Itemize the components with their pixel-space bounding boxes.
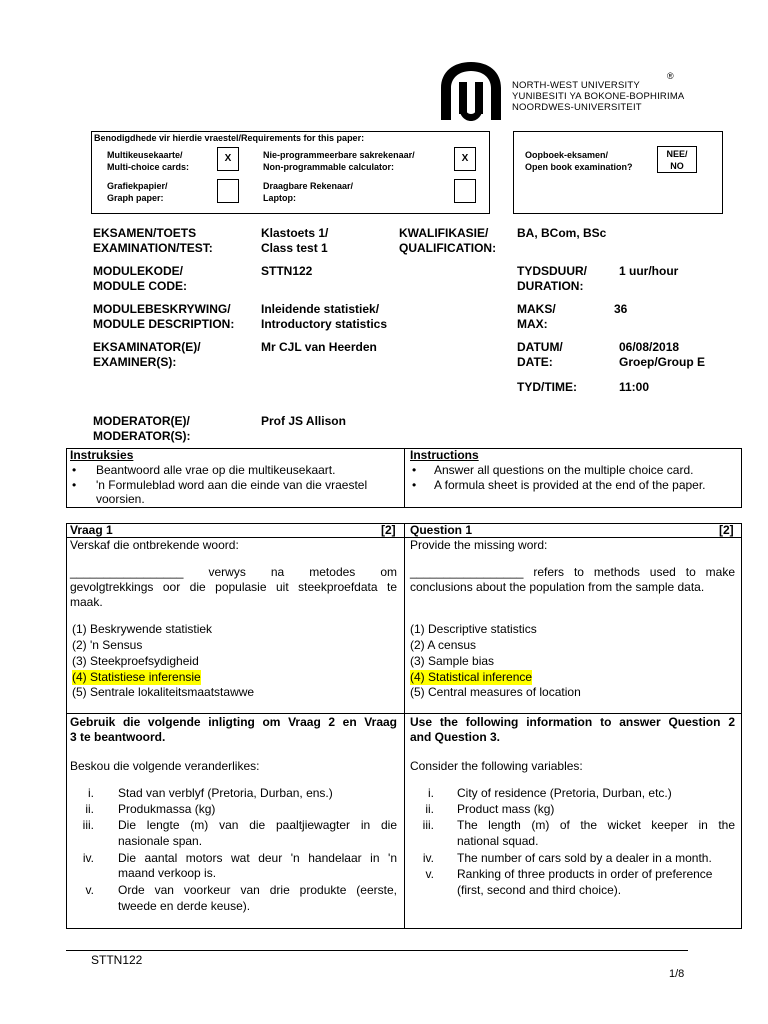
instructions-divider [404,448,405,508]
university-name-tn: YUNIBESITI YA BOKONE-BOPHIRIMA [512,91,685,102]
duration-label [517,264,587,293]
time-label: TYD/TIME: [517,380,577,394]
q23-af-item-5-line2: tweede en derde keuse). [118,899,251,913]
q1-af-option-4: (4) Statistiese inferensie [72,670,201,684]
q23-af-numeral-3: iii. [82,818,94,832]
laptop-en: Laptop: [263,193,296,203]
q1-en-statement-line2: conclusions about the population from the sample data. [410,580,705,594]
laptop-label [263,180,353,204]
date-value-group: Groep/Group E [619,354,706,369]
exam-type-value-af: Klastoets 1/ [261,226,329,240]
graph-paper-label [107,180,168,204]
mc-cards-checkbox: X [217,147,239,171]
q23-en-item-3-line2: national squad. [457,834,539,848]
q23-af-numeral-1: i. [88,786,94,800]
module-description-value [261,302,387,331]
module-code-label [93,264,187,293]
q23-af-item-3-line1: Die lengte (m) van die paaltjiewagter in die [118,818,397,832]
moderator-value: Prof JS Allison [261,414,346,428]
q23-en-item-1: City of residence (Pretoria, Durban, etc.) [457,786,672,800]
calculator-af: Nie-programmeerbare sakrekenaar/ [263,150,415,160]
q1-af-title: Vraag 1 [70,523,113,537]
open-book-no: NO [670,161,684,171]
q1-af-option-3: (3) Steekproefsydigheid [72,654,199,668]
open-book-answer [657,146,697,173]
qualification-label-en: QUALIFICATION: [399,240,497,255]
graph-paper-checkbox [217,179,239,203]
q1-af-option-2: (2) 'n Sensus [72,638,143,652]
university-name [512,80,684,113]
q23-en-heading-line2: and Question 3. [410,730,501,744]
laptop-af: Draagbare Rekenaar/ [263,181,354,191]
q23-af-item-5-line1: Orde van voorkeur van drie produkte (eerste, [118,883,397,897]
time-value: 11:00 [619,380,650,394]
q23-af-numeral-5: v. [85,883,94,897]
bullet-icon: • [412,463,417,477]
q1-en-marks: [2] [719,523,734,537]
q1-en-option-2: (2) A census [410,638,477,652]
q1-en-option-3: (3) Sample bias [410,654,495,668]
instructions-en-title: Instructions [410,448,479,462]
instruction-af-2 [72,478,402,508]
exam-type-label-af: EKSAMEN/TOETS [93,226,197,240]
q1-af-statement-line3: maak. [70,595,103,609]
instruction-en-2-text: A formula sheet is provided at the end of the paper. [434,478,706,492]
q23-af-item-2: Produkmassa (kg) [118,802,216,816]
module-description-value-en: Introductory statistics [261,316,388,331]
moderator-label-af: MODERATOR(E)/ [93,414,190,428]
instruction-af-2-text-cont: voorsien. [96,492,145,506]
q23-en-numeral-4: iv. [422,851,434,865]
exam-type-value-en: Class test 1 [261,240,328,255]
max-marks-label-en: MAX: [517,316,548,331]
q23-af-item-3-line2: nasionale span. [118,834,203,848]
q23-af-item-1: Stad van verblyf (Pretoria, Durban, ens.) [118,786,333,800]
q1-af-option-1: (1) Beskrywende statistiek [72,622,213,636]
module-code-label-en: MODULE CODE: [93,278,187,293]
page-number: 1/8 [669,968,685,980]
q23-en-numeral-3: iii. [422,818,434,832]
q23-en-item-2: Product mass (kg) [457,802,555,816]
q23-en-intro: Consider the following variables: [410,759,583,773]
qualification-label [399,226,496,255]
instruction-af-2-text: 'n Formuleblad word aan die einde van die vraestel [96,478,368,492]
q23-en-heading-line1: Use the following information to answer Question 2 [410,715,735,729]
q23-af-heading-line1: Gebruik die volgende inligting om Vraag 2 en Vraag [70,715,397,729]
q1-af-prompt: Verskaf die ontbrekende woord: [70,538,239,552]
module-description-label-af: MODULEBESKRYWING/ [93,302,231,316]
instruction-en-2 [412,478,742,493]
duration-label-en: DURATION: [517,278,584,293]
q23-af-intro: Beskou die volgende veranderlikes: [70,759,260,773]
q1-en-option-1: (1) Descriptive statistics [410,622,537,636]
qualification-label-af: KWALIFIKASIE/ [399,226,489,240]
instruction-af-1 [72,463,402,478]
requirements-title: Benodigdhede vir hierdie vraestel/Requirements for this paper: [94,133,365,143]
questions-divider [404,523,405,929]
exam-type-label [93,226,213,255]
date-label-en: DATE: [517,354,553,369]
module-code-label-af: MODULEKODE/ [93,264,183,278]
mc-cards-en: Multi-choice cards: [107,162,190,172]
duration-value: 1 uur/hour [619,264,679,278]
q1-en-option-5: (5) Central measures of location [410,685,581,699]
q23-af-item-4-line2: maand verkoop is. [118,866,217,880]
date-value [619,340,705,369]
q23-en-numeral-5: v. [425,867,434,881]
q23-en-numeral-1: i. [428,786,434,800]
duration-label-af: TYDSDUUR/ [517,264,588,278]
q23-af-numeral-2: ii. [85,802,94,816]
laptop-checkbox [454,179,476,203]
open-book-en: Open book examination? [525,162,633,172]
bullet-icon: • [72,478,77,492]
date-label-af: DATUM/ [517,340,563,354]
date-label [517,340,563,369]
university-name-af: NOORDWES-UNIVERSITEIT [512,102,642,113]
examiner-label [93,340,201,369]
q23-en-item-5-line2: (first, second and third choice). [457,883,622,897]
q1-en-prompt: Provide the missing word: [410,538,548,552]
q1-en-option-4: (4) Statistical inference [410,670,533,684]
open-book-af: Oopboek-eksamen/ [525,150,609,160]
examiner-label-af: EKSAMINATOR(E)/ [93,340,201,354]
bullet-icon: • [72,463,77,477]
q23-en-item-3-line1: The length (m) of the wicket keeper in the [457,818,735,832]
examiner-value: Mr CJL van Heerden [261,340,377,354]
moderator-label [93,414,191,443]
q1-af-statement-line1: _________________ verwys na metodes om [70,565,397,579]
module-code-value: STTN122 [261,264,313,278]
q23-af-numeral-4: iv. [82,851,94,865]
footer-rule [66,950,688,951]
moderator-label-en: MODERATOR(S): [93,428,191,443]
calculator-label [263,149,415,173]
examiner-label-en: EXAMINER(S): [93,354,177,369]
calculator-en: Non-programmable calculator: [263,162,395,172]
q1-af-marks: [2] [381,523,396,537]
module-description-label [93,302,234,331]
module-description-value-af: Inleidende statistiek/ [261,302,380,316]
calculator-checkbox: X [454,147,476,171]
max-marks-value: 36 [614,302,628,316]
instruction-af-1-text: Beantwoord alle vrae op die multikeusekaart. [96,463,336,477]
q1-af-statement-line2: gevolgtrekkings oor die populasie uit steekproefdata te [70,580,397,594]
mc-cards-af: Multikeusekaarte/ [107,150,183,160]
q1-en-statement-line1: _________________ refers to methods used to make [410,565,735,579]
module-description-label-en: MODULE DESCRIPTION: [93,316,235,331]
date-value-date: 06/08/2018 [619,340,680,354]
q1-en-title: Question 1 [410,523,473,537]
qualification-value: BA, BCom, BSc [517,226,607,240]
max-marks-label [517,302,556,331]
q23-en-item-5-line1: Ranking of three products in order of preference [457,867,713,881]
bullet-icon: • [412,478,417,492]
q23-en-item-4: The number of cars sold by a dealer in a month. [457,851,712,865]
footer-module-code: STTN122 [91,953,143,967]
question-section-divider [66,713,742,714]
mc-cards-label [107,149,189,173]
exam-type-label-en: EXAMINATION/TEST: [93,240,213,255]
q1-af-option-5: (5) Sentrale lokaliteitsmaatstawwe [72,685,255,699]
open-book-label [525,149,633,173]
university-name-en: NORTH-WEST UNIVERSITY [512,80,640,91]
q23-af-heading-line2: 3 te beantwoord. [70,730,166,744]
registered-mark: ® [667,71,674,81]
graph-paper-en: Graph paper: [107,193,164,203]
instruction-en-1-text: Answer all questions on the multiple choice card. [434,463,694,477]
q23-en-numeral-2: ii. [425,802,434,816]
q23-af-item-4-line1: Die aantal motors wat deur 'n handelaar in 'n [118,851,397,865]
exam-type-value [261,226,328,255]
open-book-nee: NEE/ [666,149,688,159]
instructions-af-title: Instruksies [70,448,134,462]
max-marks-label-af: MAKS/ [517,302,556,316]
graph-paper-af: Grafiekpapier/ [107,181,168,191]
university-logo-icon [437,58,505,124]
instruction-en-1 [412,463,742,478]
